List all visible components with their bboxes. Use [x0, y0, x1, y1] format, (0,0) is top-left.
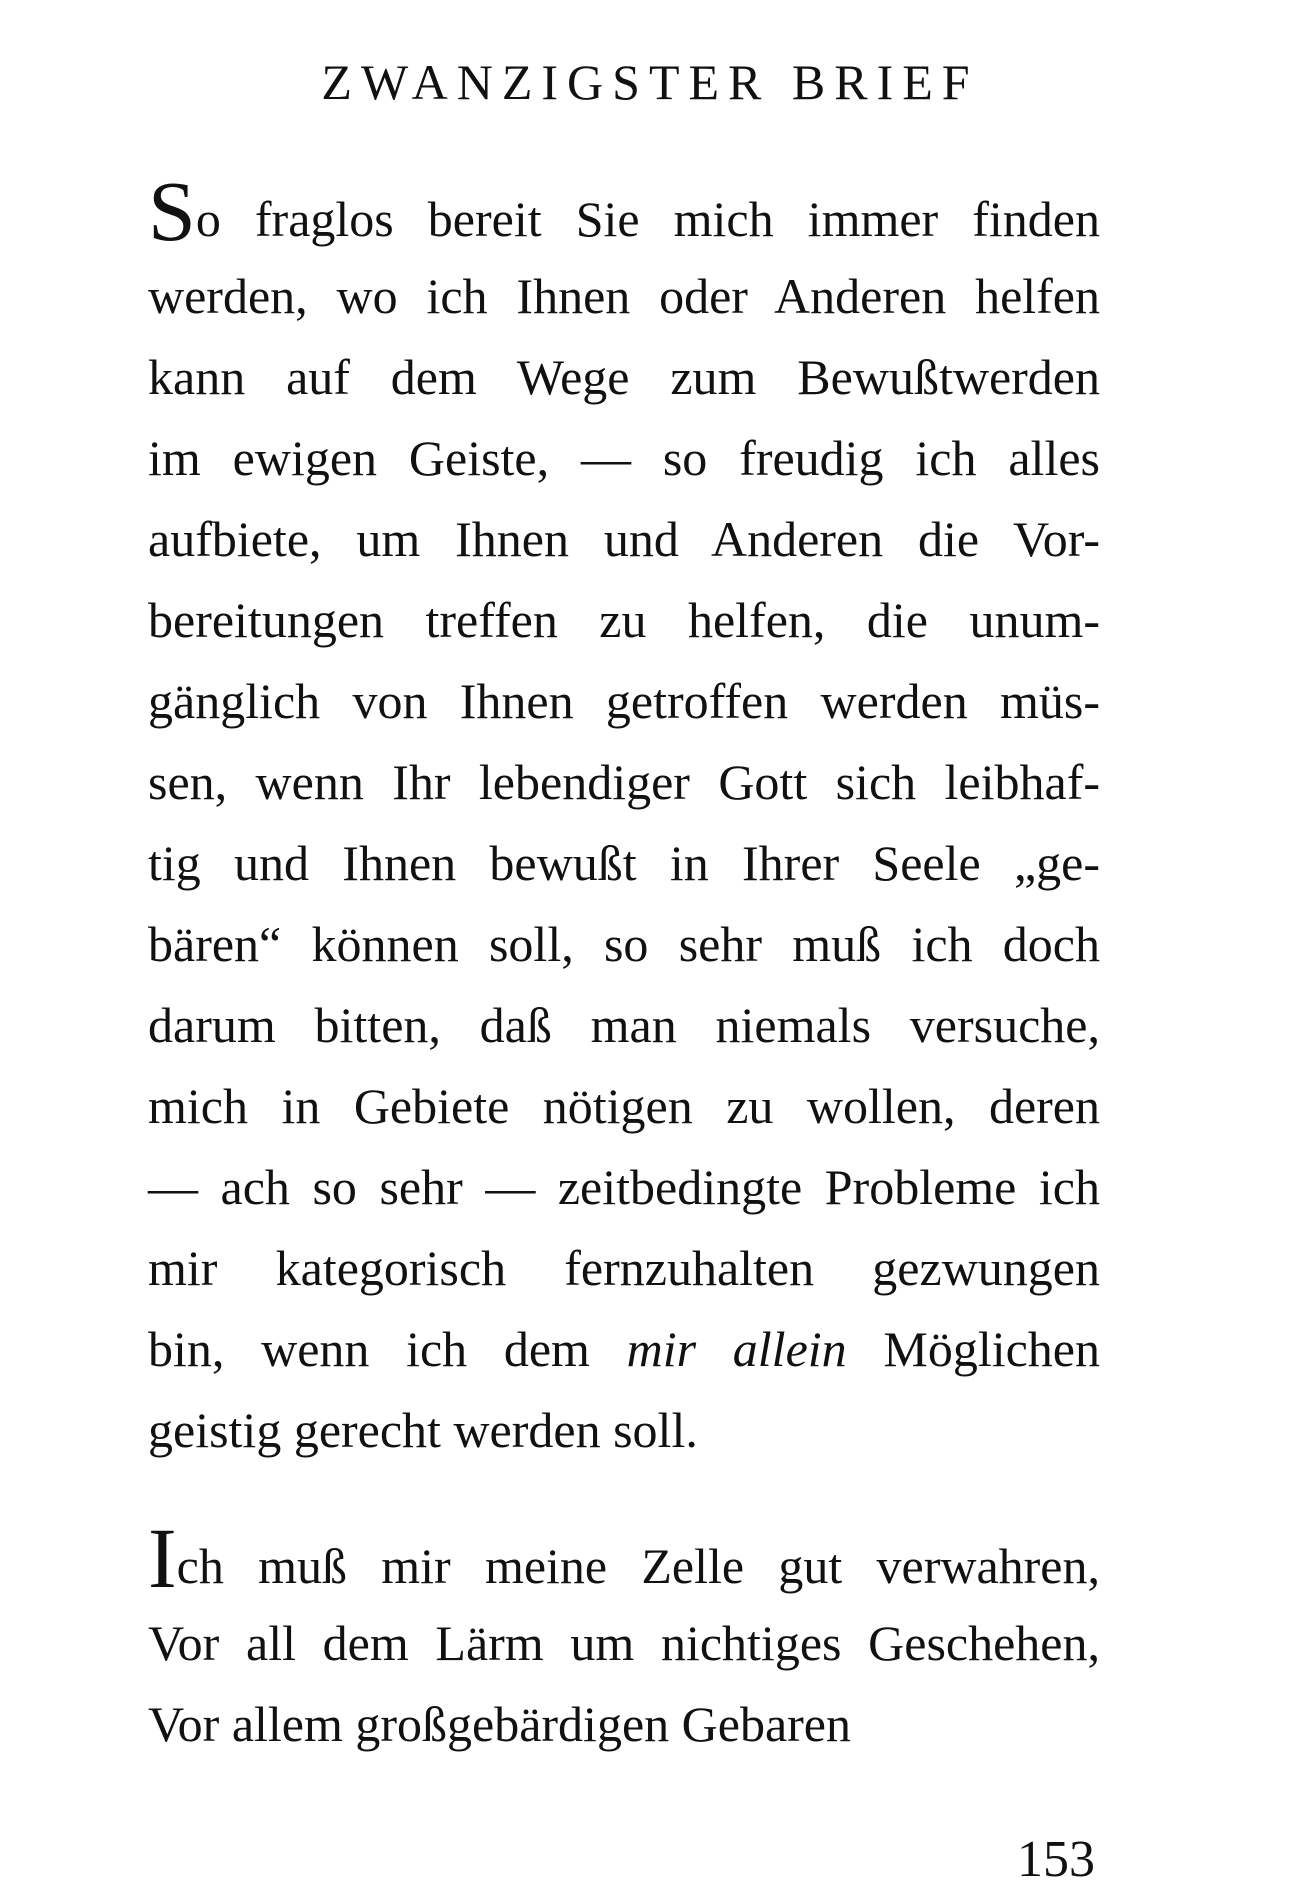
text-line: kann auf dem Wege zum Bewußtwerden	[148, 349, 1100, 405]
text-line: im ewigen Geiste, — so freudig ich alles	[148, 430, 1100, 486]
verse-line-content: ch muß mir meine Zelle gut verwahren,	[176, 1538, 1100, 1594]
verse-line: Vor allem großgebärdigen Gebaren	[148, 1696, 851, 1752]
text-line: bären“ können soll, so sehr muß ich doch	[148, 916, 1100, 972]
drop-cap: S	[148, 163, 196, 259]
text-line: tig und Ihnen bewußt in Ihrer Seele „ge-	[148, 835, 1100, 891]
text-line: bereitungen treffen zu helfen, die unum-	[148, 592, 1100, 648]
paragraph-spacer	[148, 1471, 1100, 1515]
text-line	[148, 1309, 1100, 1390]
text-line: werden, wo ich Ihnen oder Anderen helfen	[148, 268, 1100, 324]
verse-line	[148, 1510, 1100, 1606]
text-segment: bin, wenn ich dem	[148, 1321, 627, 1377]
verse-line: Vor all dem Lärm um nichtiges Geschehen,	[148, 1615, 1100, 1671]
text-line: geistig gerecht werden soll.	[148, 1402, 698, 1458]
text-line: aufbiete, um Ihnen und Anderen die Vor-	[148, 511, 1100, 567]
text-line-content: o fraglos bereit Sie mich immer finden	[195, 191, 1100, 247]
text-line: gänglich von Ihnen getroffen werden müs-	[148, 673, 1100, 729]
drop-cap: I	[148, 1510, 177, 1606]
text-line: mir kategorisch fernzuhalten gezwungen	[148, 1240, 1100, 1296]
text-line	[148, 163, 1100, 259]
text-segment: Möglichen	[846, 1321, 1100, 1377]
chapter-heading: ZWANZIGSTER BRIEF	[321, 54, 979, 110]
text-line: mich in Gebiete nötigen zu wollen, deren	[148, 1078, 1100, 1134]
letter-paragraph	[148, 163, 1100, 1471]
main-text	[148, 163, 1100, 1765]
text-line: sen, wenn Ihr lebendiger Gott sich leibhaf-	[148, 754, 1100, 810]
text-line: darum bitten, daß man niemals versuche,	[148, 997, 1100, 1053]
emphasis-text: mir allein	[626, 1321, 847, 1377]
text-line: — ach so sehr — zeitbedingte Probleme ich	[148, 1159, 1100, 1215]
page-number: 153	[1017, 1831, 1095, 1888]
verse-stanza	[148, 1510, 1100, 1765]
